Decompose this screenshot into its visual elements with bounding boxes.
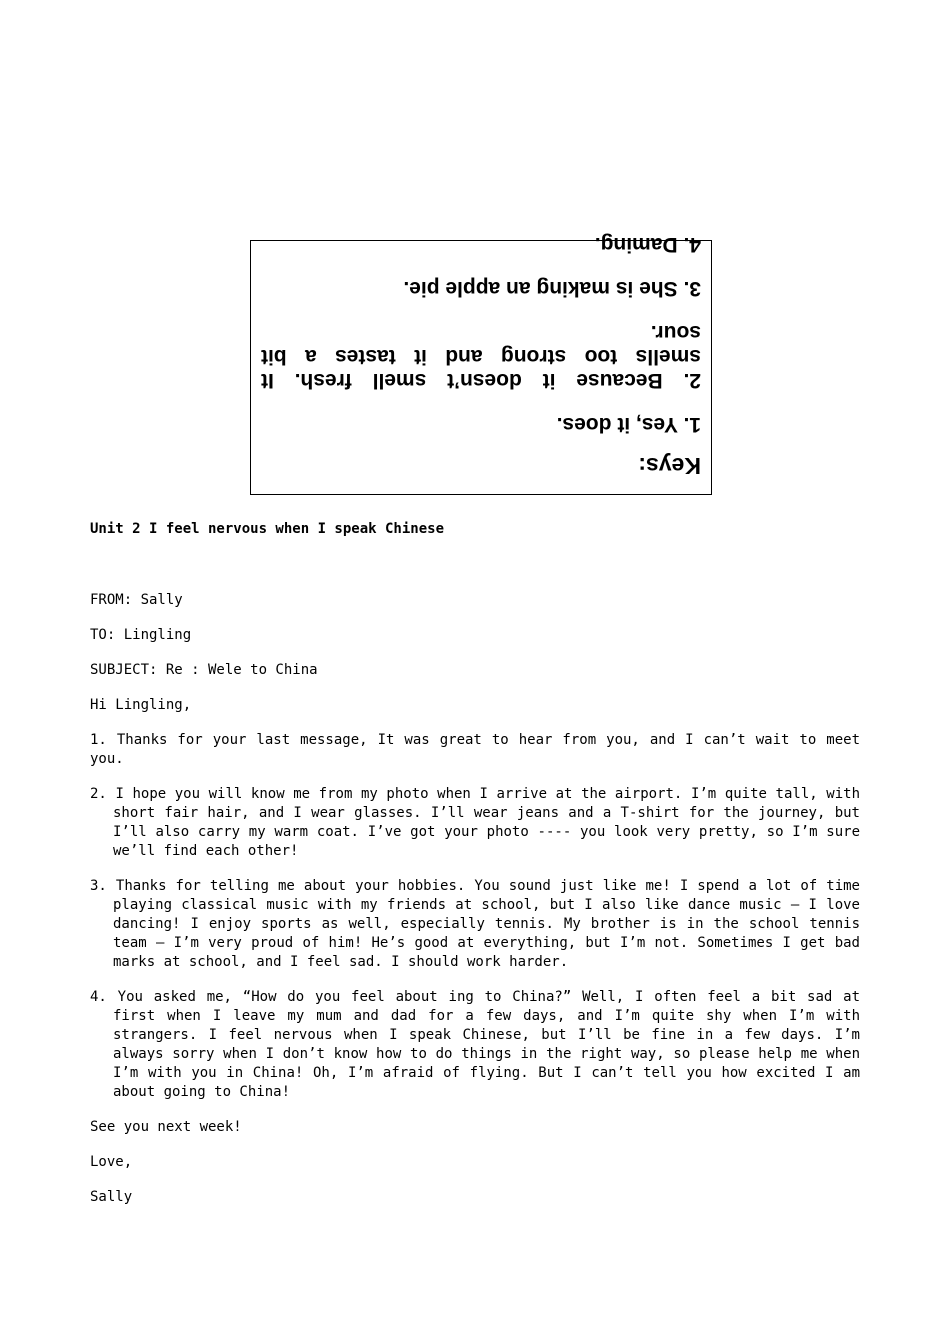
email-subject: SUBJECT: Re : Wele to China bbox=[90, 662, 318, 678]
answer-keys-upside-down bbox=[251, 233, 711, 494]
answer-keys-box bbox=[250, 233, 712, 495]
unit-title: Unit 2 I feel nervous when I speak Chinese bbox=[90, 521, 445, 537]
email-greeting: Hi Lingling, bbox=[90, 697, 192, 713]
paragraph-4: 4. You asked me, “How do you feel about ing to China?” Well, I often feel a bit sad at first when I leave my mum and dad for a few days, and I’m quite shy when I’m with strangers. I feel nervous when I speak Chinese, but I’ll be fine in a few days. I’m always sorry when I don’t know how to do things in the right way, so please help me when I’m with you in China! Oh, I’m afraid of flying. But I can’t tell you how excited I am about going to China! bbox=[90, 989, 860, 1100]
paragraph-1: 1. Thanks for your last message, It was great to hear from you, and I can’t wait to meet you. bbox=[90, 732, 860, 767]
paragraph-3: 3. Thanks for telling me about your hobbies. You sound just like me! I spend a lot of time playing classical music with my friends at school, but I also like dance music – I love dancing! I enjoy sports as well, especially tennis. My brother is in the school tennis team – I’m very proud of him! He’s good at everything, but I’m not. Sometimes I get bad marks at school, and I feel sad. I should work harder. bbox=[90, 878, 860, 970]
key-item-3: 3. She is making an apple pie. bbox=[403, 277, 701, 300]
key-item-4: 4. Daming. bbox=[594, 233, 701, 256]
email-to: TO: Lingling bbox=[90, 627, 192, 643]
email-closing: See you next week! bbox=[90, 1119, 242, 1135]
key-item-2: 2. Because it doesn’t smell fresh. It smells too strong and it tastes a bit sour. bbox=[261, 321, 701, 392]
email-signature: Sally bbox=[90, 1189, 133, 1205]
paragraph-2: 2. I hope you will know me from my photo when I arrive at the airport. I’m quite tall, with short fair hair, and I wear glasses. I’ll wear jeans and a T-shirt for the journey, but I’ll also carry my warm coat. I’ve got your photo ---- you look very pretty, so I’m sure we’ll find each other! bbox=[90, 786, 860, 859]
document-body bbox=[90, 520, 860, 1207]
key-item-1: 1. Yes, it does. bbox=[556, 413, 701, 436]
email-signoff: Love, bbox=[90, 1154, 133, 1170]
keys-title: Keys: bbox=[638, 453, 701, 479]
email-from: FROM: Sally bbox=[90, 592, 183, 608]
